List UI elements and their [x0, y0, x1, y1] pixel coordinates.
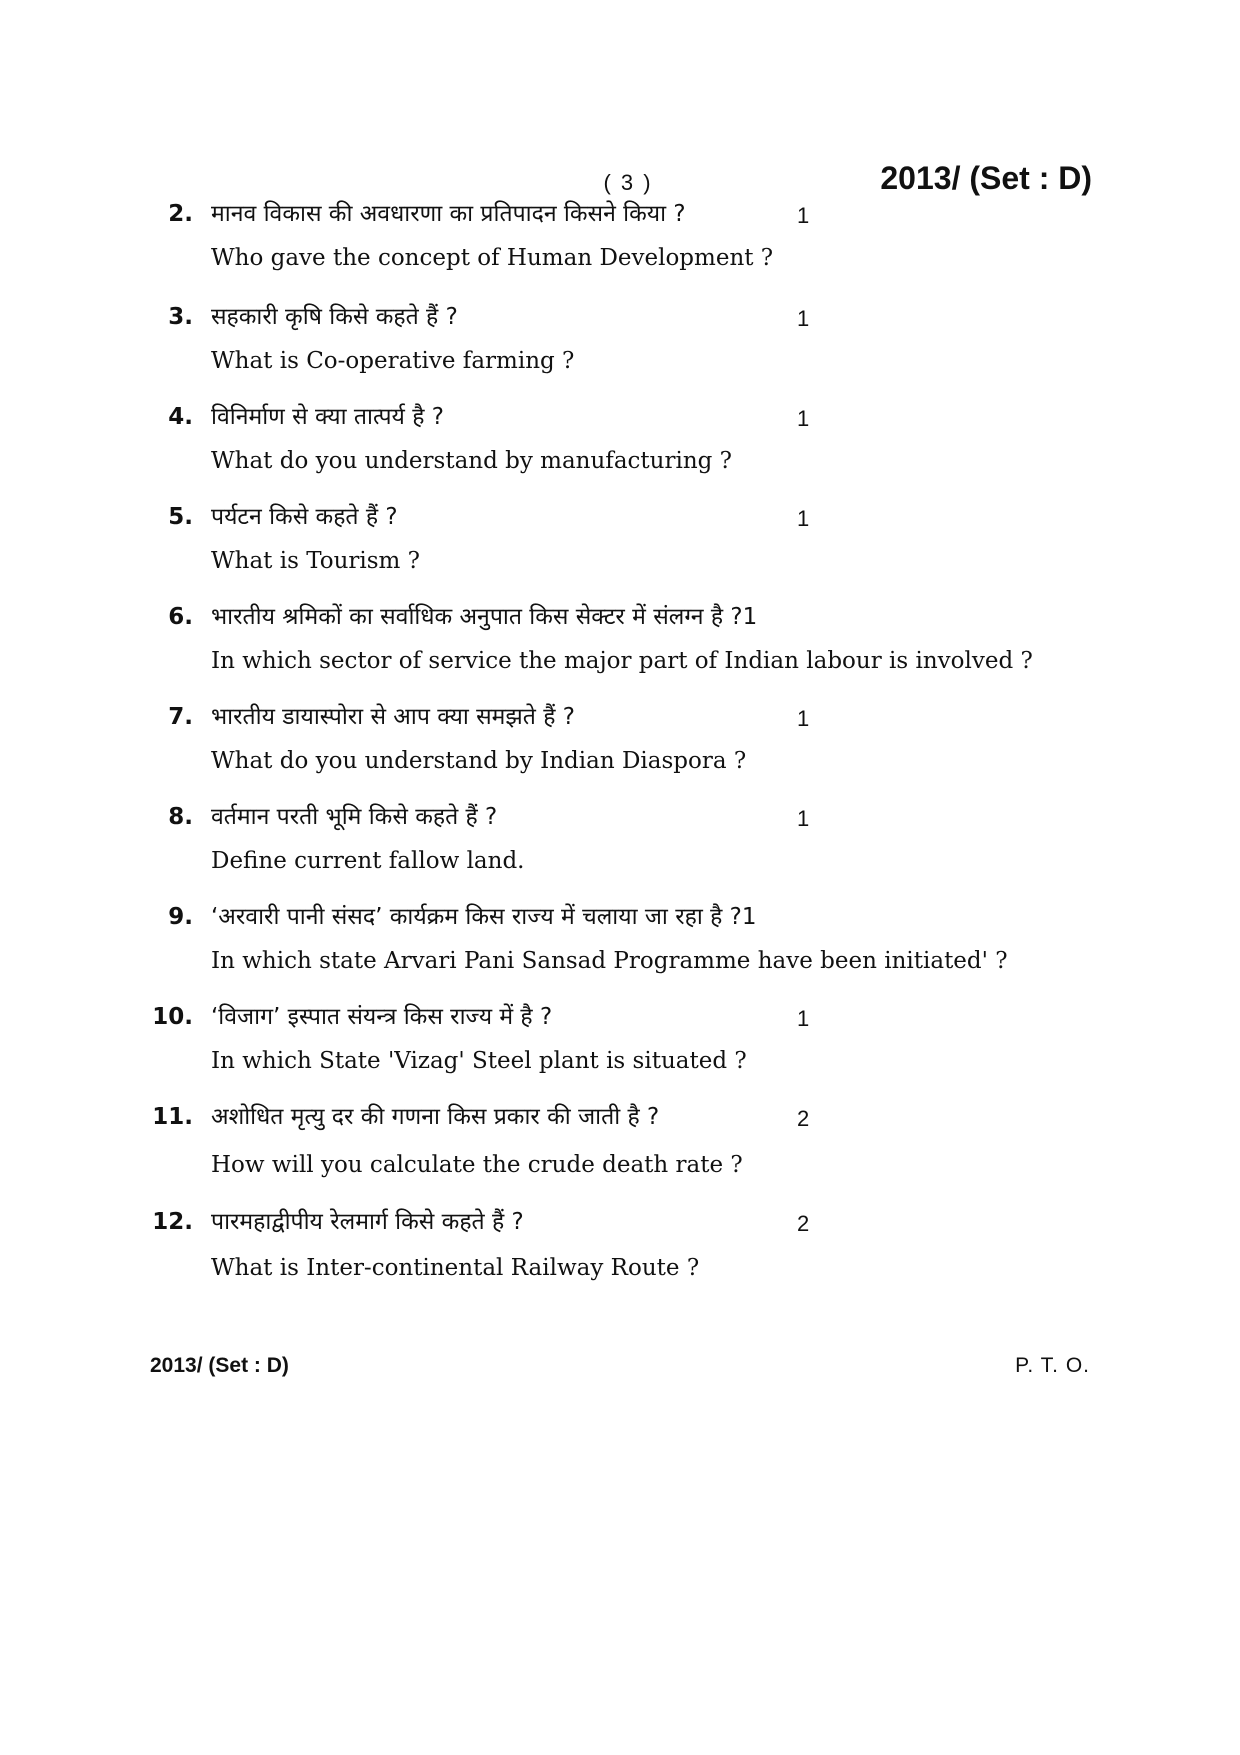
page-number: ( 3 ) — [603, 170, 653, 195]
question-english-text: In which State 'Vizag' Steel plant is situated ? — [211, 1048, 747, 1074]
question-english-text: What is Tourism ? — [211, 548, 421, 574]
question-hindi-text: ‘अरवारी पानी संसद’ कार्यक्रम किस राज्य में चलाया जा रहा है ?1 — [211, 904, 757, 930]
question-marks: 2 — [797, 1211, 810, 1236]
question-9 — [0, 900, 1240, 990]
question-marks: 2 — [797, 1106, 810, 1131]
question-hindi-text: पारमहाद्वीपीय रेलमार्ग किसे कहते हैं ? — [211, 1209, 524, 1235]
question-hindi-text: अशोधित मृत्यु दर की गणना किस प्रकार की जाती है ? — [211, 1104, 660, 1130]
question-hindi-text: विनिर्माण से क्या तात्पर्य है ? — [211, 404, 444, 430]
question-marks: 1 — [797, 306, 810, 331]
question-number: 7. — [168, 704, 193, 730]
question-english-text: What is Inter-continental Railway Route ? — [211, 1255, 700, 1281]
question-hindi-text: मानव विकास की अवधारणा का प्रतिपादन किसने किया ? — [211, 201, 686, 227]
question-2 — [0, 197, 1240, 287]
question-hindi-text: भारतीय डायास्पोरा से आप क्या समझते हैं ? — [211, 704, 575, 730]
question-number: 5. — [168, 504, 193, 530]
question-6 — [0, 600, 1240, 690]
question-english-text: What do you understand by Indian Diaspora ? — [211, 748, 747, 774]
question-number: 2. — [168, 201, 193, 227]
question-english-text: Who gave the concept of Human Development ? — [211, 245, 774, 271]
question-hindi-text: वर्तमान परती भूमि किसे कहते हैं ? — [211, 804, 498, 830]
question-english-text: In which sector of service the major part of Indian labour is involved ? — [211, 648, 1033, 674]
question-english-text: Define current fallow land. — [211, 848, 525, 874]
question-number: 8. — [168, 804, 193, 830]
question-number: 3. — [168, 304, 193, 330]
question-number: 9. — [168, 904, 193, 930]
question-marks: 1 — [797, 506, 810, 531]
question-hindi-text: पर्यटन किसे कहते हैं ? — [211, 504, 398, 530]
question-3 — [0, 300, 1240, 390]
paper-code-footer: 2013/ (Set : D) — [150, 1354, 289, 1377]
question-english-text: What is Co-operative farming ? — [211, 348, 575, 374]
question-11 — [0, 1100, 1240, 1190]
question-marks: 1 — [797, 1006, 810, 1031]
question-number: 6. — [168, 604, 193, 630]
question-12 — [0, 1205, 1240, 1295]
question-english-text: What do you understand by manufacturing ? — [211, 448, 732, 474]
question-5 — [0, 500, 1240, 590]
please-turn-over: P. T. O. — [1015, 1354, 1090, 1377]
question-4 — [0, 400, 1240, 490]
question-marks: 1 — [797, 706, 810, 731]
question-english-text: In which state Arvari Pani Sansad Programme have been initiated' ? — [211, 948, 1008, 974]
question-hindi-text: भारतीय श्रमिकों का सर्वाधिक अनुपात किस सेक्टर में संलग्न है ?1 — [211, 604, 758, 630]
paper-code-header: 2013/ (Set : D) — [880, 160, 1092, 196]
question-marks: 1 — [797, 203, 810, 228]
question-hindi-text: सहकारी कृषि किसे कहते हैं ? — [211, 304, 458, 330]
question-english-text: How will you calculate the crude death rate ? — [211, 1152, 743, 1178]
question-marks: 1 — [797, 406, 810, 431]
question-number: 12. — [152, 1209, 193, 1235]
question-number: 11. — [152, 1104, 193, 1130]
question-hindi-text: ‘विजाग’ इस्पात संयन्त्र किस राज्य में है ? — [211, 1004, 553, 1030]
question-number: 10. — [152, 1004, 193, 1030]
question-10 — [0, 1000, 1240, 1090]
question-7 — [0, 700, 1240, 790]
question-marks: 1 — [797, 806, 810, 831]
question-8 — [0, 800, 1240, 890]
question-number: 4. — [168, 404, 193, 430]
